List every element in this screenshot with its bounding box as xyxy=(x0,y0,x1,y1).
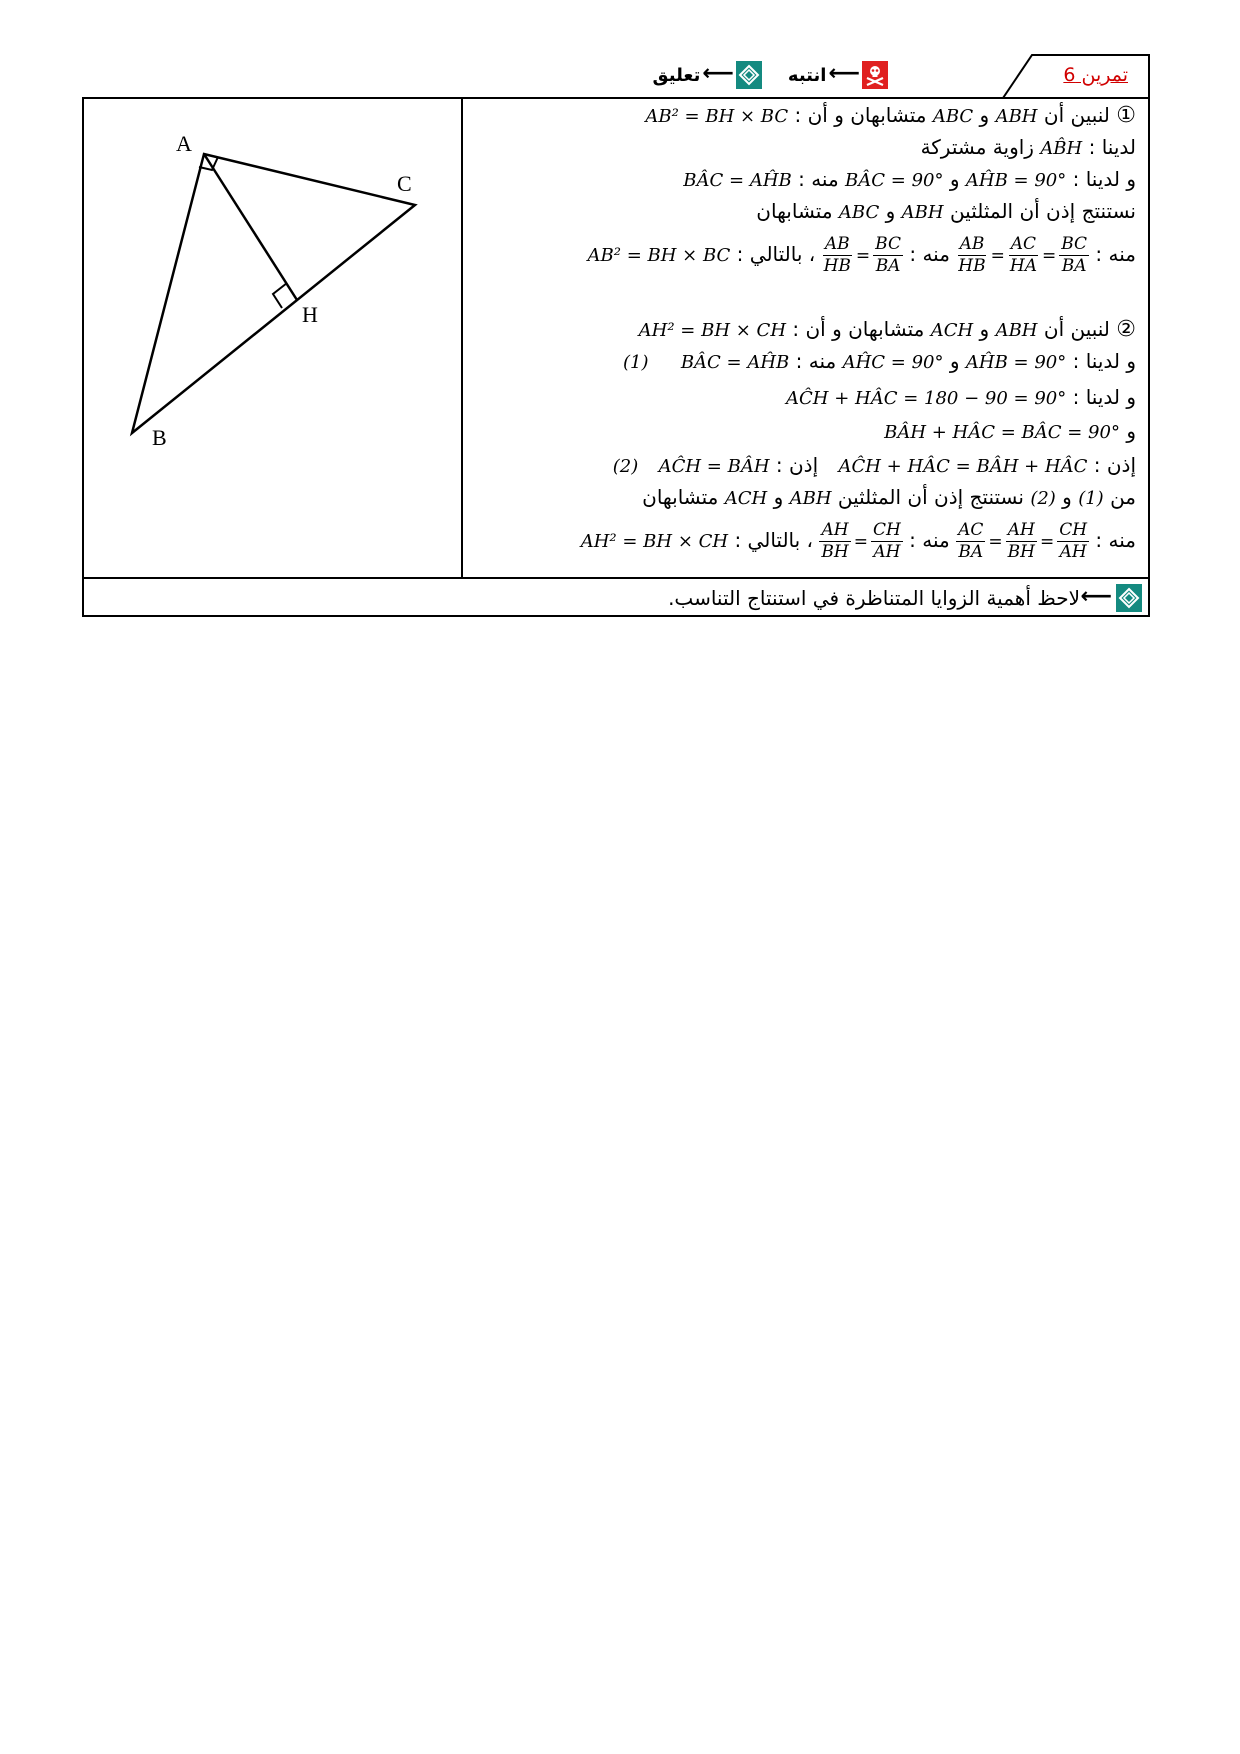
denominator: BA xyxy=(1061,256,1087,276)
math: AH² = BH × CH xyxy=(638,320,787,341)
denominator: BA xyxy=(958,542,984,562)
math: AĈH + HÂC = BÂH + HÂC xyxy=(838,456,1088,477)
text: منه : xyxy=(795,349,837,373)
fraction xyxy=(1057,520,1089,563)
diamond-badge-icon xyxy=(1116,584,1142,612)
vertex-label-c: C xyxy=(397,171,412,196)
numerator: AB xyxy=(959,234,985,254)
attention-label: انتبه xyxy=(787,64,827,86)
part2-line2 xyxy=(623,346,1136,378)
denominator: HB xyxy=(823,256,851,276)
text: و xyxy=(949,349,960,373)
fraction xyxy=(956,234,987,277)
reference: (1) xyxy=(622,352,649,373)
skull-crossbones-icon xyxy=(862,61,888,89)
solution-column xyxy=(470,100,1142,576)
math: ABH xyxy=(995,320,1038,341)
text: إذن : xyxy=(775,453,819,477)
text: و xyxy=(979,103,990,127)
text: و لدينا : xyxy=(1072,349,1136,373)
exercise-title: تمرين 6 xyxy=(1063,64,1128,86)
text: منه : xyxy=(1095,528,1136,552)
part2-line6 xyxy=(642,482,1136,514)
text: و xyxy=(773,485,784,509)
proportion-chain: $\frac{AH}{BH}$ = $\frac{CH}{AH}$ xyxy=(821,520,901,562)
reference: (2) xyxy=(612,456,639,477)
math: AH² = BH × CH xyxy=(580,531,729,552)
text: ، بالتالي : xyxy=(734,528,814,552)
fraction xyxy=(1006,520,1037,563)
math: AĤC = 90° xyxy=(842,352,944,373)
text: منه : xyxy=(909,242,950,266)
numerator: AH xyxy=(821,520,849,540)
numerator: CH xyxy=(872,520,901,540)
denominator: BA xyxy=(875,256,901,276)
numerator: AC xyxy=(958,520,984,540)
denominator: AH xyxy=(873,542,901,562)
reference: (2) xyxy=(1030,488,1056,509)
math: BÂC = AĤB xyxy=(680,352,790,373)
part2-line4 xyxy=(884,416,1136,448)
math: AĤB = 90° xyxy=(965,352,1067,373)
fraction xyxy=(956,520,985,563)
math: BÂH + HÂC = BÂC = 90° xyxy=(884,422,1120,443)
text: متشابهان و أن : xyxy=(794,103,927,127)
text: لدينا : xyxy=(1088,135,1136,159)
numerator: AB xyxy=(824,234,850,254)
denominator: HB xyxy=(958,256,986,276)
comment-text: لاحظ أهمية الزوايا المتناظرة في استنتاج التناسب. xyxy=(668,586,1080,610)
math: ABH xyxy=(901,202,944,223)
vertex-label-h: H xyxy=(302,302,318,327)
comment-label: تعليق xyxy=(652,64,701,86)
math: AB² = BH × BC xyxy=(645,106,789,127)
math: AĤB = 90° xyxy=(965,170,1067,191)
text: إذن : xyxy=(1093,453,1136,477)
text: متشابهان و أن : xyxy=(792,317,925,341)
text: لنبين أن xyxy=(1043,317,1110,341)
part2-statement xyxy=(639,314,1136,346)
denominator: AH xyxy=(1059,542,1087,562)
vertex-label-b: B xyxy=(152,425,167,450)
part1-line4 xyxy=(756,196,1136,228)
math: AĈH = BÂH xyxy=(658,456,770,477)
math: AĈH + HÂC = 180 − 90 = 90° xyxy=(786,388,1067,409)
text: و xyxy=(885,199,896,223)
math: BÂC = AĤB xyxy=(683,170,792,191)
right-angle-mark-h xyxy=(273,283,287,308)
arrow-left-icon: ⟵ xyxy=(828,60,860,86)
math: AB² = BH × BC xyxy=(587,245,731,266)
triangle-figure xyxy=(84,99,461,577)
proportion-chain: $\frac{AC}{BA}$ = $\frac{AH}{BH}$ = $\frac{CH}{AH}$ xyxy=(958,520,1088,562)
math: ABH xyxy=(995,106,1038,127)
fraction xyxy=(1059,234,1089,277)
part2-line7 xyxy=(581,518,1136,564)
row-divider xyxy=(82,577,1150,579)
text: لنبين أن xyxy=(1043,103,1110,127)
fraction xyxy=(873,234,903,277)
text: متشابهان xyxy=(642,485,719,509)
text: ، بالتالي : xyxy=(736,242,816,266)
arrow-left-icon: ⟵ xyxy=(1080,584,1112,609)
text: و لدينا : xyxy=(1072,385,1136,409)
part-number: ② xyxy=(1116,317,1136,342)
denominator: HA xyxy=(1009,256,1037,276)
fraction xyxy=(871,520,903,563)
proportion-chain: $\frac{AB}{HB}$ = $\frac{BC}{BA}$ xyxy=(823,234,901,276)
arrow-left-icon: ⟵ xyxy=(702,60,734,86)
part1-line3 xyxy=(683,164,1136,196)
comment-row xyxy=(84,580,1148,616)
text: نستنتج إذن أن المثلثين xyxy=(837,485,1024,509)
part1-line2 xyxy=(921,132,1136,164)
numerator: AH xyxy=(1007,520,1035,540)
legend xyxy=(653,58,888,92)
part2-line3 xyxy=(786,382,1136,414)
text: منه : xyxy=(798,167,839,191)
proportion-chain: $\frac{AB}{HB}$ = $\frac{AC}{HA}$ = $\frac{BC}{BA}$ xyxy=(958,234,1088,276)
text: من xyxy=(1110,485,1136,509)
exercise-header xyxy=(82,54,1150,98)
fraction xyxy=(822,234,853,277)
fraction xyxy=(819,520,850,563)
text: منه : xyxy=(1095,242,1136,266)
text: نستنتج إذن أن المثلثين xyxy=(949,199,1136,223)
numerator: CH xyxy=(1059,520,1088,540)
column-divider xyxy=(461,97,463,579)
text: و xyxy=(949,167,960,191)
diamond-badge-icon xyxy=(736,61,762,89)
text: و لدينا : xyxy=(1072,167,1136,191)
math: AB̂H xyxy=(1040,138,1083,159)
numerator: BC xyxy=(1061,234,1088,254)
vertex-label-a: A xyxy=(176,131,192,156)
numerator: AC xyxy=(1010,234,1037,254)
text: منه : xyxy=(909,528,950,552)
numerator: BC xyxy=(875,234,901,254)
text: و xyxy=(1126,419,1136,443)
math: ABH xyxy=(789,488,832,509)
part1-line5 xyxy=(588,232,1136,278)
denominator: BH xyxy=(821,542,849,562)
math: ACH xyxy=(724,488,768,509)
triangle-svg xyxy=(84,99,461,577)
reference: (1) xyxy=(1078,488,1104,509)
legend-comment xyxy=(653,61,762,89)
part1-statement xyxy=(645,100,1136,132)
fraction xyxy=(1008,234,1039,277)
math: ABC xyxy=(932,106,974,127)
text: و xyxy=(1062,485,1072,509)
math: BÂC = 90° xyxy=(845,170,944,191)
text: زاوية مشتركة xyxy=(920,135,1034,159)
legend-attention xyxy=(788,61,888,89)
text: و xyxy=(979,317,990,341)
text: متشابهان xyxy=(756,199,833,223)
denominator: BH xyxy=(1007,542,1035,562)
part-number: ① xyxy=(1116,103,1136,128)
altitude-ah xyxy=(204,154,297,300)
exercise-tab xyxy=(1002,54,1150,98)
math: ACH xyxy=(930,320,974,341)
math: ABC xyxy=(838,202,880,223)
part2-line5 xyxy=(613,450,1136,482)
